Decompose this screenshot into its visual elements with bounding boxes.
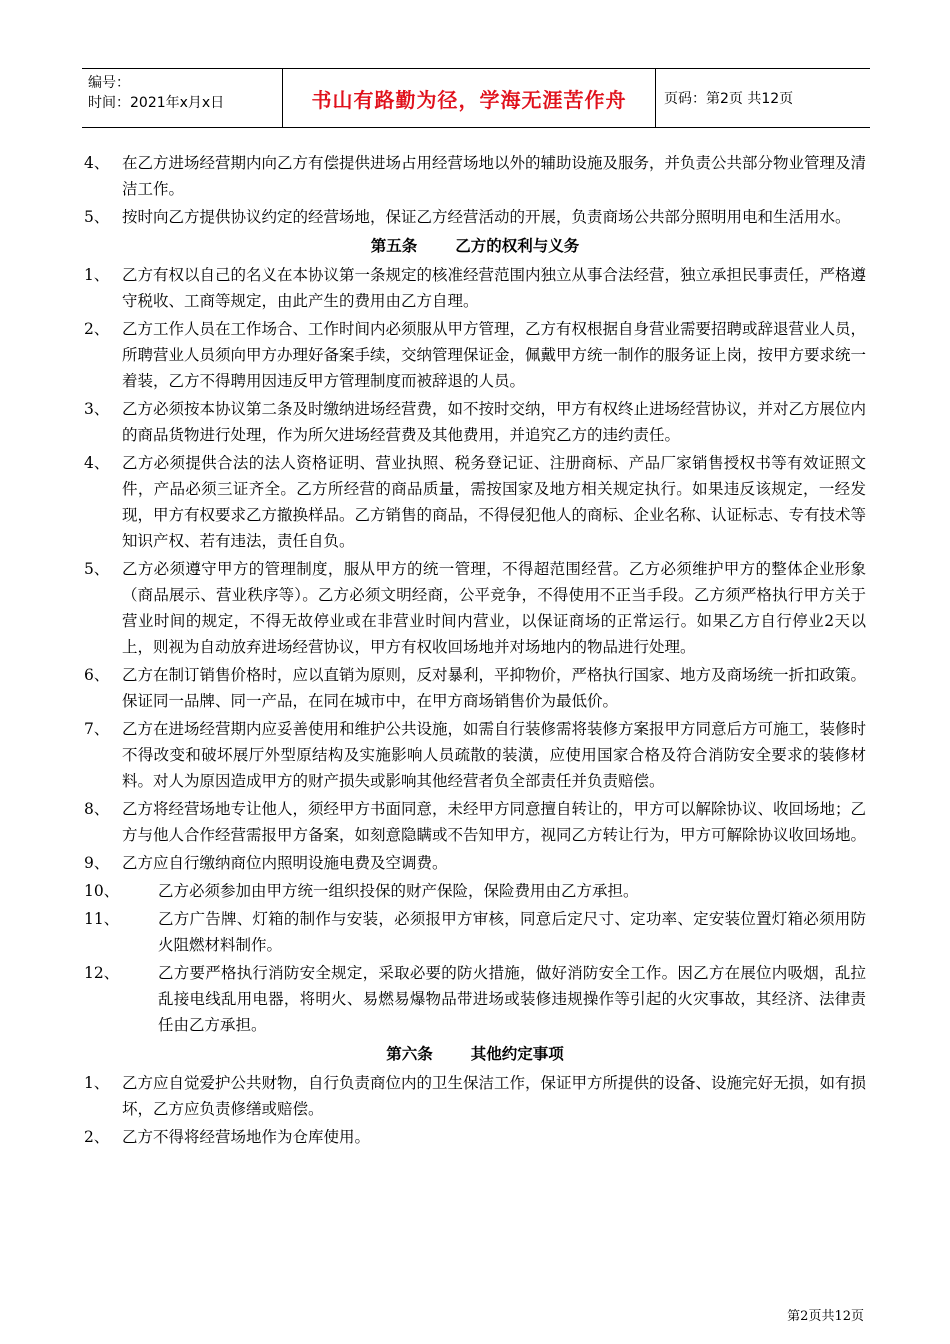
clause-text: 乙方有权以自己的名义在本协议第一条规定的核准经营范围内独立从事合法经营，独立承担民事责任，严格遵守税收、工商等规定，由此产生的费用由乙方自理。: [122, 266, 867, 310]
clause-item: [84, 1070, 866, 1122]
clause-item: [84, 960, 866, 1038]
clause-text: 乙方将经营场地专让他人，须经甲方书面同意，未经甲方同意擅自转让的，甲方可以解除协议、收回场地；乙方与他人合作经营需报甲方备案，如刻意隐瞒或不告知甲方，视同乙方转让行为，甲方可解除协议收回场地。: [122, 800, 867, 844]
clause-text: 乙方在制订销售价格时，应以直销为原则，反对暴利，平抑物价，严格执行国家、地方及商场统一折扣政策。保证同一品牌、同一产品，在同在城市中，在甲方商场销售价为最低价。: [122, 666, 867, 710]
document-date-label: 时间：2021年x月x日: [88, 95, 225, 111]
clause-item: [84, 716, 866, 794]
clause-text: 在乙方进场经营期内向乙方有偿提供进场占用经营场地以外的辅助设施及服务，并负责公共部分物业管理及清洁工作。: [122, 154, 867, 198]
header-motto-cell: [282, 69, 656, 127]
header-meta: [82, 69, 282, 127]
clause-item: [84, 316, 866, 394]
clause-text: 乙方应自行缴纳商位内照明设施电费及空调费。: [122, 854, 448, 872]
clause-number: 9、: [84, 854, 110, 872]
clause-item: [84, 850, 866, 876]
clause-number: 3、: [84, 400, 110, 418]
clause-text: 乙方必须遵守甲方的管理制度，服从甲方的统一管理，不得超范围经营。乙方必须维护甲方的整体企业形象（商品展示、营业秩序等）。乙方必须文明经商，公平竞争，不得使用不正当手段。乙方须严格执行甲方关于营业时间的规定，不得无故停业或在非营业时间内营业，以保证商场的正常运行。如果乙方自行停业2天以上，则视为自动放弃进场经营协议，甲方有权收回场地并对场地内的物品进行处理。: [122, 560, 866, 656]
clause-number: 8、: [84, 800, 110, 818]
clause-number: 7、: [84, 720, 110, 738]
clause-number: 1、: [84, 1074, 110, 1092]
section-six-article: 第六条: [386, 1044, 433, 1063]
clause-number: 2、: [84, 1128, 110, 1146]
section-five-article: 第五条: [370, 236, 418, 255]
clause-text: 乙方工作人员在工作场合、工作时间内必须服从甲方管理，乙方有权根据自身营业需要招聘或辞退营业人员，所聘营业人员须向甲方办理好备案手续，交纳管理保证金，佩戴甲方统一制作的服务证上岗，按甲方要求统一着装，乙方不得聘用因违反甲方管理制度而被辞退的人员。: [122, 320, 867, 390]
clause-item: [84, 878, 866, 904]
document-body: [84, 150, 866, 1152]
clause-number: 12、: [84, 964, 120, 982]
header-page-info: 页码：第2页 共12页: [664, 91, 794, 107]
clause-number: 4、: [84, 154, 110, 172]
other-terms-list: [84, 1070, 866, 1150]
clause-text: 乙方要严格执行消防安全规定，采取必要的防火措施，做好消防安全工作。因乙方在展位内吸烟，乱拉乱接电线乱用电器，将明火、易燃易爆物品带进场或装修违规操作等引起的火灾事故，其经济、法律责任由乙方承担。: [158, 964, 866, 1034]
clause-item: [84, 150, 866, 202]
clause-text: 乙方必须提供合法的法人资格证明、营业执照、税务登记证、注册商标、产品厂家销售授权书等有效证照文件，产品必须三证齐全。乙方所经营的商品质量，需按国家及地方相关规定执行。如果违反该规定，一经发现，甲方有权要求乙方撤换样品。乙方销售的商品，不得侵犯他人的商标、企业名称、认证标志、专有技术等知识产权、若有违法，责任自负。: [122, 454, 867, 550]
clause-item: [84, 262, 866, 314]
page-header: [82, 68, 870, 128]
clause-number: 10、: [84, 882, 120, 900]
document-number-label: 编号：: [88, 75, 130, 91]
party-b-rights-list: [84, 262, 866, 1038]
clause-item: [84, 204, 866, 230]
obligations-list-part: [84, 150, 866, 230]
clause-item: [84, 796, 866, 848]
clause-number: 5、: [84, 560, 110, 578]
header-motto: 书山有路勤为径，学海无涯苦作舟: [311, 87, 627, 112]
clause-number: 5、: [84, 208, 110, 226]
clause-item: [84, 906, 866, 958]
clause-text: 乙方广告牌、灯箱的制作与安装，必须报甲方审核，同意后定尺寸、定功率、定安装位置灯箱必须用防火阻燃材料制作。: [158, 910, 866, 954]
clause-number: 4、: [84, 454, 110, 472]
section-five-heading: [84, 232, 866, 260]
section-six-title: 其他约定事项: [470, 1044, 564, 1063]
clause-text: 乙方应自觉爱护公共财物，自行负责商位内的卫生保洁工作，保证甲方所提供的设备、设施完好无损，如有损坏，乙方应负责修缮或赔偿。: [122, 1074, 867, 1118]
clause-item: [84, 556, 866, 660]
clause-number: 2、: [84, 320, 110, 338]
clause-item: [84, 1124, 866, 1150]
clause-item: [84, 450, 866, 554]
section-six-heading: [84, 1040, 866, 1068]
clause-item: [84, 396, 866, 448]
clause-text: 乙方不得将经营场地作为仓库使用。: [122, 1128, 371, 1146]
clause-text: 乙方必须按本协议第二条及时缴纳进场经营费，如不按时交纳，甲方有权终止进场经营协议，并对乙方展位内的商品货物进行处理，作为所欠进场经营费及其他费用，并追究乙方的违约责任。: [122, 400, 867, 444]
clause-text: 乙方必须参加由甲方统一组织投保的财产保险，保险费用由乙方承担。: [158, 882, 639, 900]
page-footer: 第2页共12页: [787, 1309, 864, 1324]
clause-item: [84, 662, 866, 714]
clause-text: 乙方在进场经营期内应妥善使用和维护公共设施，如需自行装修需将装修方案报甲方同意后方可施工，装修时不得改变和破坏展厅外型原结构及实施影响人员疏散的装潢，应使用国家合格及符合消防安全要求的装修材料。对人为原因造成甲方的财产损失或影响其他经营者负全部责任并负责赔偿。: [122, 720, 867, 790]
section-five-title: 乙方的权利与义务: [455, 236, 580, 255]
clause-number: 6、: [84, 666, 110, 684]
clause-text: 按时向乙方提供协议约定的经营场地，保证乙方经营活动的开展，负责商场公共部分照明用电和生活用水。: [122, 208, 851, 226]
clause-number: 11、: [84, 910, 120, 928]
clause-number: 1、: [84, 266, 110, 284]
